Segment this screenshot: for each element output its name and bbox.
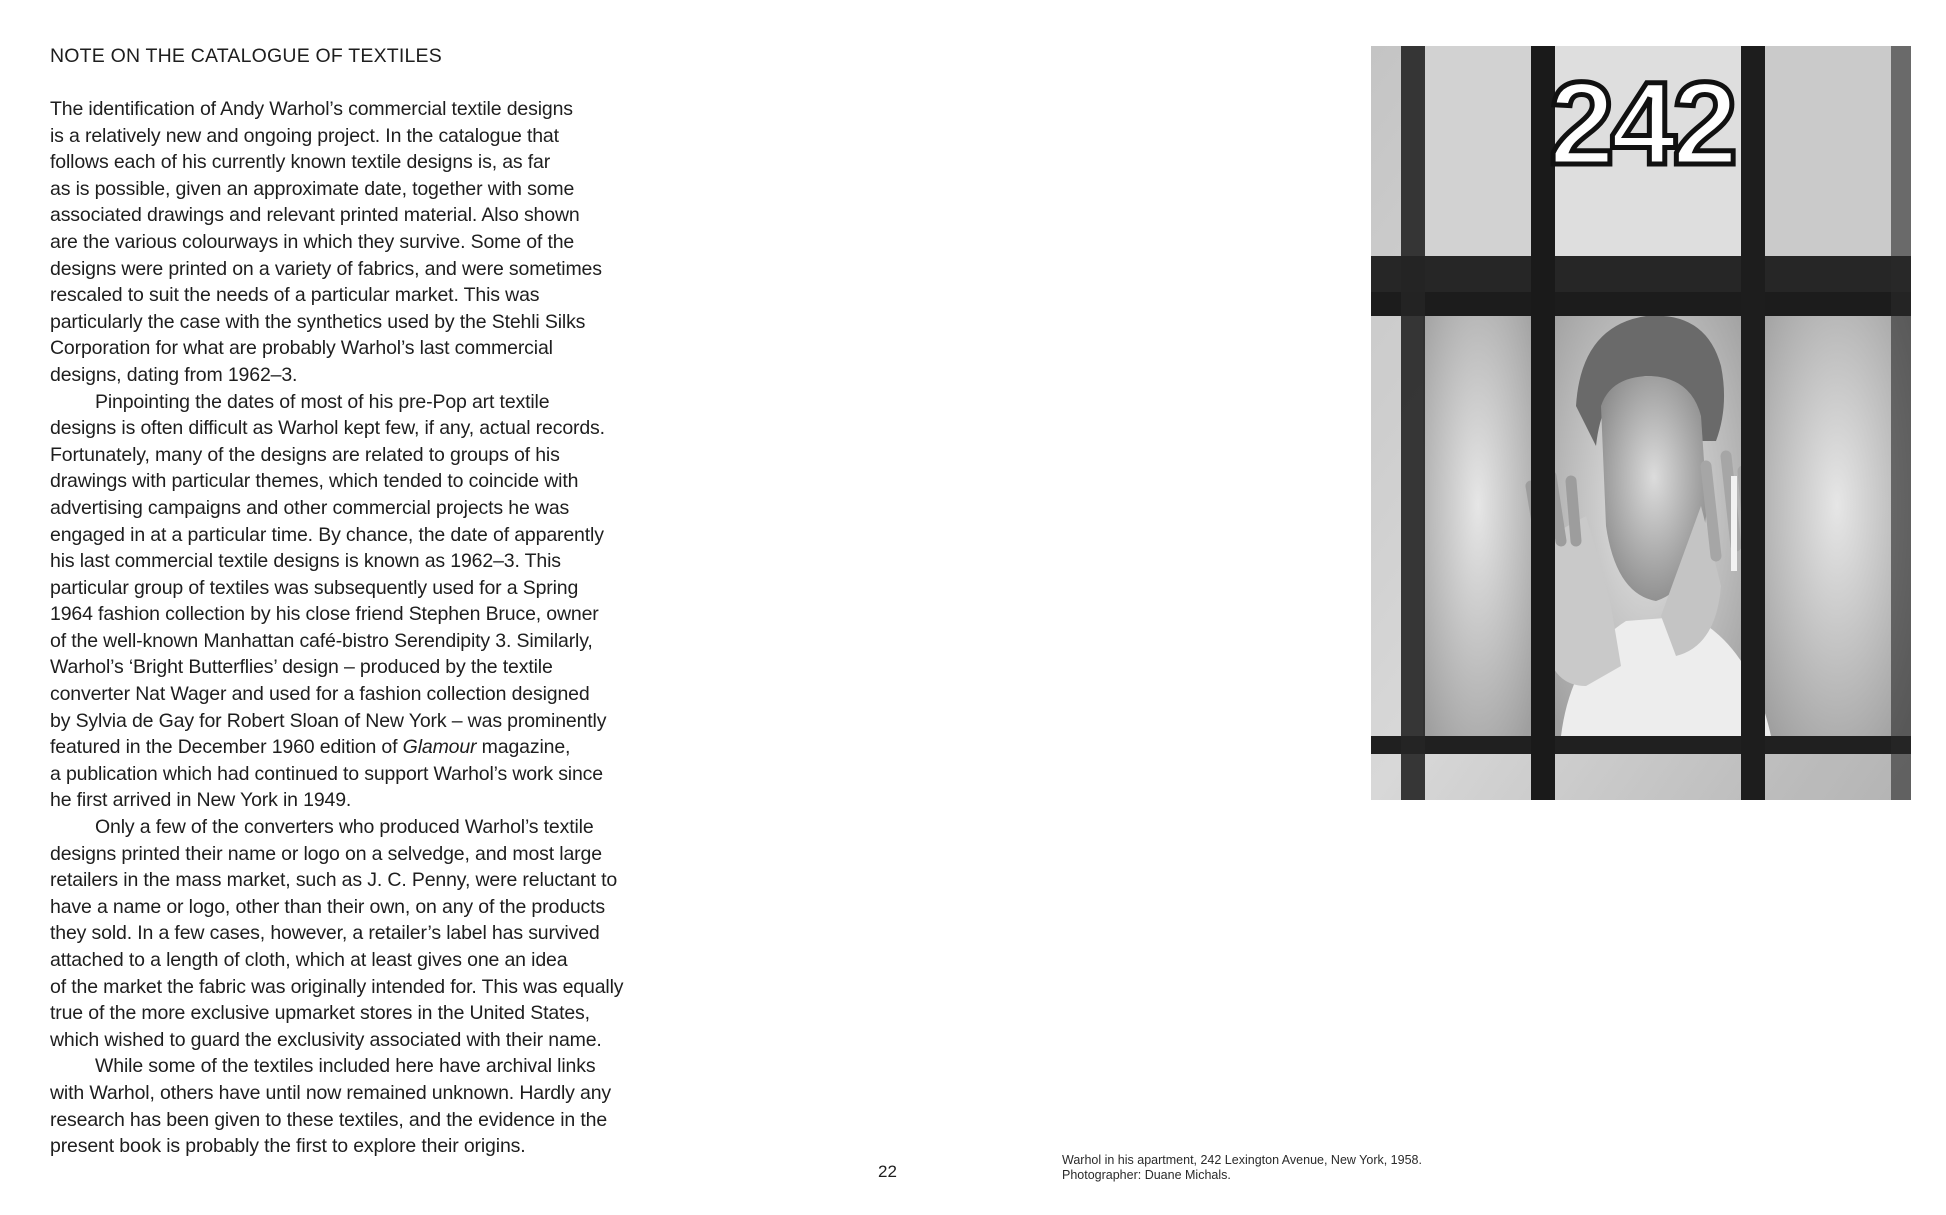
photograph-illustration xyxy=(1371,46,1911,800)
caption-line-2: Photographer: Duane Michals. xyxy=(1062,1168,1231,1182)
body-line: advertising campaigns and other commercial projects he was xyxy=(50,496,570,519)
body-line: attached to a length of cloth, which at least gives one an idea xyxy=(50,949,568,971)
caption-line-1: Warhol in his apartment, 242 Lexington Avenue, New York, 1958. xyxy=(1062,1153,1422,1167)
body-line: While some of the textiles included here have archival links xyxy=(95,1055,596,1078)
body-line: which wished to guard the exclusivity associated with their name. xyxy=(50,1028,602,1051)
body-line: designs were printed on a variety of fabrics, and were sometimes xyxy=(50,257,602,280)
page-heading: NOTE ON THE CATALOGUE OF TEXTILES xyxy=(50,45,442,67)
body-line: is a relatively new and ongoing project. In the catalogue that xyxy=(50,124,559,147)
body-line: engaged in at a particular time. By chance, the date of apparently xyxy=(50,523,604,546)
body-line: retailers in the mass market, such as J. C. Penny, were reluctant to xyxy=(50,869,618,892)
body-line: of the well-known Manhattan café-bistro Serendipity 3. Similarly, xyxy=(50,629,593,652)
body-line: research has been given to these textiles, and the evidence in the xyxy=(50,1108,608,1131)
body-line: converter Nat Wager and used for a fashion collection designed xyxy=(50,683,590,706)
body-line: Fortunately, many of the designs are related to groups of his xyxy=(50,443,560,466)
body-line: designs is often difficult as Warhol kept few, if any, actual records. xyxy=(50,417,605,440)
page-number: 22 xyxy=(878,1162,897,1181)
body-line: Warhol’s ‘Bright Butterflies’ design – produced by the textile xyxy=(50,656,553,679)
body-line: particularly the case with the synthetics used by the Stehli Silks xyxy=(50,310,586,333)
body-line: associated drawings and relevant printed material. Also shown xyxy=(50,204,580,227)
photograph-warhol-window xyxy=(1371,46,1911,800)
photo-caption xyxy=(1062,1153,1422,1183)
body-line: they sold. In a few cases, however, a retailer’s label has survived xyxy=(50,922,600,945)
body-line: Corporation for what are probably Warhol’s last commercial xyxy=(50,337,553,360)
body-line: a publication which had continued to support Warhol’s work since xyxy=(50,762,603,785)
body-line: Pinpointing the dates of most of his pre-Pop art textile xyxy=(95,390,550,413)
body-line: with Warhol, others have until now remained unknown. Hardly any xyxy=(50,1081,612,1104)
body-line: particular group of textiles was subsequently used for a Spring xyxy=(50,576,579,599)
door-number: 242 xyxy=(1549,58,1734,190)
body-line: of the market the fabric was originally intended for. This was equally xyxy=(50,975,624,998)
body-line: present book is probably the first to explore their origins. xyxy=(50,1135,526,1158)
body-line: he first arrived in New York in 1949. xyxy=(50,789,352,812)
magazine-title: Glamour xyxy=(402,736,477,759)
body-line: as is possible, given an approximate date, together with some xyxy=(50,177,575,200)
body-line: 1964 fashion collection by his close friend Stephen Bruce, owner xyxy=(50,603,599,626)
body-line: designs, dating from 1962–3. xyxy=(50,363,298,386)
body-line: his last commercial textile designs is known as 1962–3. This xyxy=(50,550,561,573)
body-text xyxy=(50,96,623,1160)
body-line: follows each of his currently known textile designs is, as far xyxy=(50,151,551,174)
body-line: true of the more exclusive upmarket stores in the United States, xyxy=(50,1002,590,1025)
body-line: featured in the December 1960 edition of Glamour magazine, xyxy=(50,736,571,759)
body-line: by Sylvia de Gay for Robert Sloan of New York – was prominently xyxy=(50,709,607,732)
body-line: have a name or logo, other than their own, on any of the products xyxy=(50,895,606,918)
body-line: rescaled to suit the needs of a particular market. This was xyxy=(50,284,540,307)
body-line: are the various colourways in which they survive. Some of the xyxy=(50,230,575,253)
body-line: The identification of Andy Warhol’s commercial textile designs xyxy=(50,98,573,120)
body-line: Only a few of the converters who produced Warhol’s textile xyxy=(95,816,594,839)
body-line: designs printed their name or logo on a selvedge, and most large xyxy=(50,842,602,865)
body-line: drawings with particular themes, which tended to coincide with xyxy=(50,470,579,493)
